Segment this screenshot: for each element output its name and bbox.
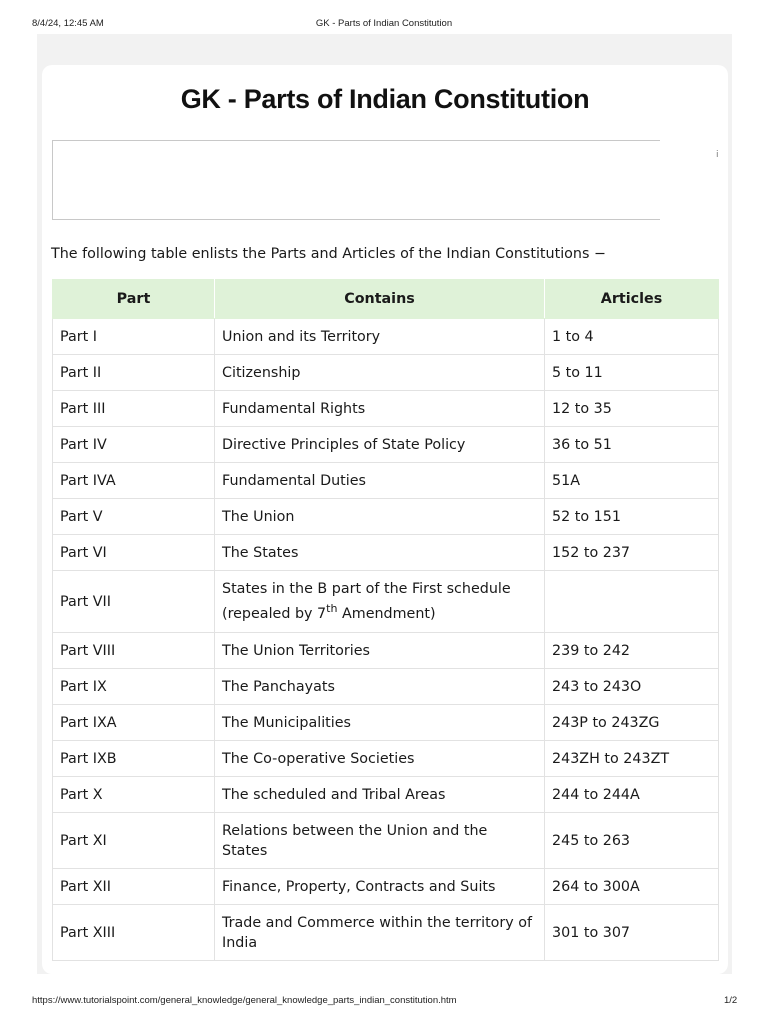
- cell-part: Part XI: [53, 813, 215, 869]
- table-row: [53, 741, 719, 777]
- cell-contains: The Union: [215, 499, 545, 535]
- cell-contains: Citizenship: [215, 355, 545, 391]
- table-row: [53, 777, 719, 813]
- cell-contains: The Municipalities: [215, 705, 545, 741]
- cell-part: Part I: [53, 319, 215, 355]
- cell-articles: 12 to 35: [545, 391, 719, 427]
- cell-articles: 243ZH to 243ZT: [545, 741, 719, 777]
- cell-part: Part VI: [53, 535, 215, 571]
- cell-part: Part II: [53, 355, 215, 391]
- cell-contains: Trade and Commerce within the territory of India: [215, 905, 545, 961]
- cell-articles: 52 to 151: [545, 499, 719, 535]
- cell-part: Part V: [53, 499, 215, 535]
- cell-articles: 245 to 263: [545, 813, 719, 869]
- page-url[interactable]: https://www.tutorialspoint.com/general_knowledge/general_knowledge_parts_indian_constitution.htm: [32, 995, 457, 1006]
- cell-contains: [215, 571, 545, 633]
- table-row: [53, 905, 719, 961]
- table-row: [53, 705, 719, 741]
- page-number: 1/2: [724, 995, 738, 1006]
- table-row: [53, 633, 719, 669]
- print-header: [0, 14, 768, 30]
- cell-articles: 51A: [545, 463, 719, 499]
- cell-part: Part IV: [53, 427, 215, 463]
- table-row: [53, 813, 719, 869]
- cell-contains: Finance, Property, Contracts and Suits: [215, 869, 545, 905]
- cell-articles: [545, 571, 719, 633]
- print-datetime: 8/4/24, 12:45 AM: [32, 18, 104, 29]
- cell-part: Part IXB: [53, 741, 215, 777]
- ordinal-suffix: th: [326, 602, 338, 616]
- header-part: Part: [53, 280, 215, 319]
- cell-part: Part X: [53, 777, 215, 813]
- cell-contains: The Panchayats: [215, 669, 545, 705]
- contains-line-1: States in the B part of the First schedule: [222, 581, 511, 598]
- cell-part: Part IVA: [53, 463, 215, 499]
- table-row: [53, 669, 719, 705]
- cell-articles: 1 to 4: [545, 319, 719, 355]
- cell-articles: 152 to 237: [545, 535, 719, 571]
- cell-part: Part IXA: [53, 705, 215, 741]
- contains-line-2-post: Amendment): [337, 605, 436, 622]
- parts-table: [52, 279, 719, 961]
- cell-part: Part XIII: [53, 905, 215, 961]
- print-title: GK - Parts of Indian Constitution: [315, 18, 453, 29]
- cell-articles: 301 to 307: [545, 905, 719, 961]
- cell-contains: The scheduled and Tribal Areas: [215, 777, 545, 813]
- table-row: [53, 355, 719, 391]
- table-row: [53, 463, 719, 499]
- ad-info-icon[interactable]: i: [716, 150, 719, 160]
- header-contains: Contains: [215, 280, 545, 319]
- cell-contains: Union and its Territory: [215, 319, 545, 355]
- cell-articles: 36 to 51: [545, 427, 719, 463]
- cell-contains: Fundamental Rights: [215, 391, 545, 427]
- cell-contains: Relations between the Union and the States: [215, 813, 545, 869]
- contains-line-2-pre: (repealed by 7: [222, 605, 327, 622]
- cell-part: Part III: [53, 391, 215, 427]
- page-title: GK - Parts of Indian Constitution: [180, 84, 590, 114]
- table-row: [53, 499, 719, 535]
- cell-articles: 264 to 300A: [545, 869, 719, 905]
- table-row: [53, 427, 719, 463]
- cell-contains: Fundamental Duties: [215, 463, 545, 499]
- table-row: [53, 391, 719, 427]
- header-articles: Articles: [545, 280, 719, 319]
- cell-part: Part VII: [53, 571, 215, 633]
- cell-contains: The States: [215, 535, 545, 571]
- table-header-row: [53, 280, 719, 319]
- cell-part: Part XII: [53, 869, 215, 905]
- cell-contains: Directive Principles of State Policy: [215, 427, 545, 463]
- cell-articles: 243 to 243O: [545, 669, 719, 705]
- cell-articles: 244 to 244A: [545, 777, 719, 813]
- cell-contains: The Union Territories: [215, 633, 545, 669]
- table-row: [53, 571, 719, 633]
- table-row: [53, 535, 719, 571]
- cell-articles: 5 to 11: [545, 355, 719, 391]
- table-row: [53, 319, 719, 355]
- cell-part: Part VIII: [53, 633, 215, 669]
- ad-placeholder[interactable]: [52, 140, 660, 220]
- cell-articles: 239 to 242: [545, 633, 719, 669]
- cell-articles: 243P to 243ZG: [545, 705, 719, 741]
- table-row: [53, 869, 719, 905]
- intro-text: The following table enlists the Parts and Articles of the Indian Constitutions −: [51, 246, 606, 262]
- cell-part: Part IX: [53, 669, 215, 705]
- cell-contains: The Co-operative Societies: [215, 741, 545, 777]
